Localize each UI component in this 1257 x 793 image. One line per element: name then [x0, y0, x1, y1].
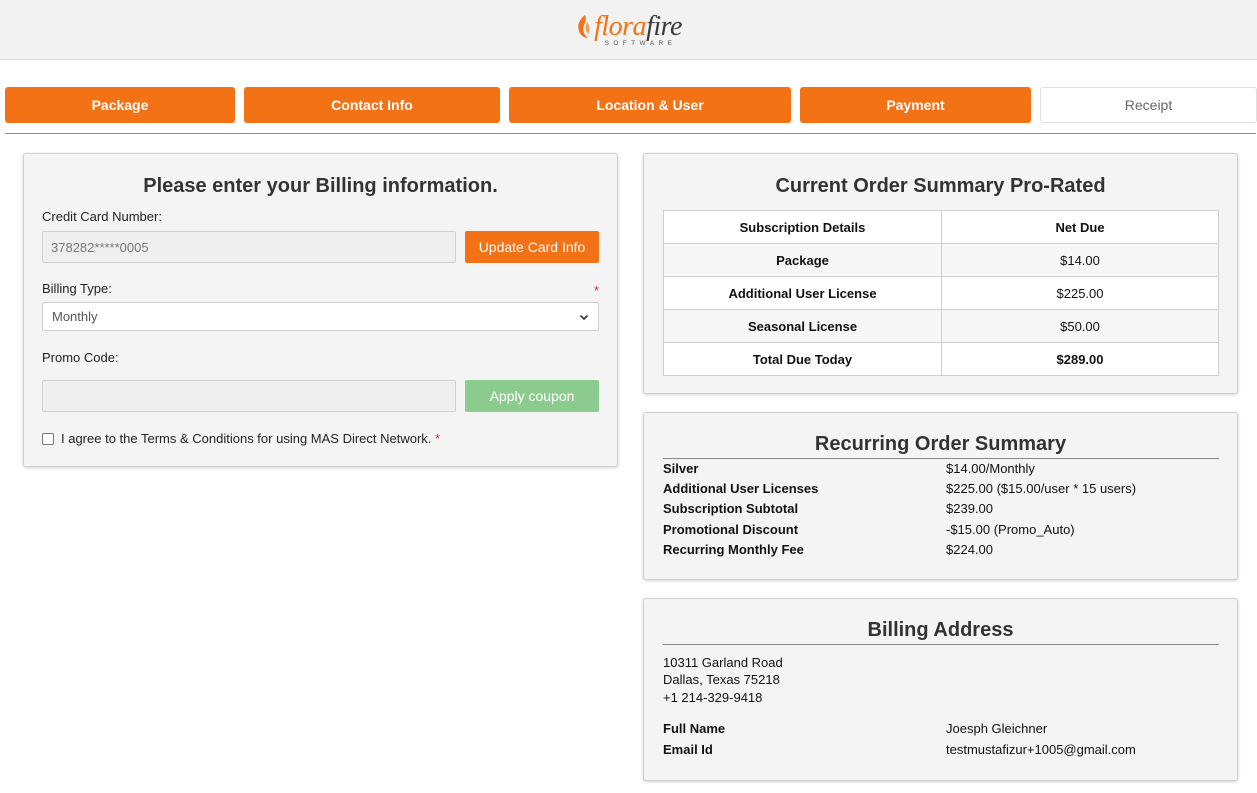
update-card-info-button[interactable]: Update Card Info: [465, 231, 599, 263]
florafire-logo[interactable]: [575, 10, 682, 47]
address-divider: [663, 644, 1219, 645]
terms-required-marker: *: [435, 431, 441, 446]
card-number-field[interactable]: 378282*****0005: [42, 231, 456, 263]
recurring-value: $14.00/Monthly: [946, 461, 1035, 476]
table-row: [664, 310, 1219, 343]
recurring-value: $224.00: [946, 542, 993, 557]
step-contact-info[interactable]: Contact Info: [244, 87, 500, 123]
brand-tagline: SOFTWARE: [604, 39, 677, 47]
recurring-key: Subscription Subtotal: [663, 501, 799, 516]
brand-name-flora: flora: [594, 10, 647, 42]
billing-info-title: Please enter your Billing information.: [143, 175, 498, 197]
billing-info-panel: [23, 153, 618, 467]
address-line-1: 10311 Garland Road: [663, 655, 783, 670]
full-name-value: Joesph Gleichner: [946, 721, 1048, 736]
billing-type-label: Billing Type:: [42, 281, 112, 296]
order-summary-table: [663, 210, 1219, 376]
chevron-down-icon: [579, 312, 589, 322]
page-header: [0, 0, 1257, 60]
order-summary-title: Current Order Summary Pro-Rated: [775, 175, 1106, 197]
steps-divider: [5, 133, 1256, 134]
recurring-value: $225.00 ($15.00/user * 15 users): [946, 481, 1137, 496]
billing-type-value: Monthly: [52, 309, 98, 324]
total-label: Total Due Today: [664, 343, 942, 376]
address-line-2: Dallas, Texas 75218: [663, 672, 780, 687]
row-item: Package: [664, 244, 942, 277]
email-value: testmustafizur+1005@gmail.com: [946, 742, 1136, 757]
row-amount: $225.00: [942, 277, 1219, 310]
recurring-divider: [663, 458, 1219, 459]
recurring-key: Silver: [663, 461, 699, 476]
total-amount: $289.00: [942, 343, 1219, 376]
recurring-value: -$15.00 (Promo_Auto): [946, 522, 1075, 537]
step-package[interactable]: Package: [5, 87, 235, 123]
recurring-summary-panel: [643, 412, 1238, 580]
row-item: Seasonal License: [664, 310, 942, 343]
address-phone: +1 214-329-9418: [663, 690, 763, 705]
row-amount: $50.00: [942, 310, 1219, 343]
recurring-summary-title: Recurring Order Summary: [814, 433, 1067, 455]
promo-code-label: Promo Code:: [42, 350, 119, 365]
table-row: [664, 277, 1219, 310]
billing-address-panel: [643, 598, 1238, 781]
table-row: [664, 244, 1219, 277]
row-amount: $14.00: [942, 244, 1219, 277]
card-number-label: Credit Card Number:: [42, 209, 162, 224]
recurring-key: Recurring Monthly Fee: [663, 542, 804, 557]
step-payment[interactable]: Payment: [800, 87, 1031, 123]
billing-type-required-marker: *: [594, 283, 600, 298]
recurring-key: Promotional Discount: [663, 522, 799, 537]
terms-label[interactable]: [61, 431, 440, 446]
header-subscription-details: Subscription Details: [664, 211, 942, 244]
flame-icon: [575, 14, 593, 40]
billing-type-select[interactable]: [42, 302, 599, 331]
billing-address-title: Billing Address: [867, 619, 1014, 641]
checkout-steps: [5, 87, 1257, 123]
step-receipt[interactable]: Receipt: [1040, 87, 1257, 123]
row-item: Additional User License: [664, 277, 942, 310]
promo-code-input[interactable]: [42, 380, 456, 412]
recurring-key: Additional User Licenses: [663, 481, 819, 496]
header-net-due: Net Due: [942, 211, 1219, 244]
terms-checkbox[interactable]: [42, 433, 54, 445]
brand-name-fire: fire: [646, 10, 682, 42]
order-summary-panel: [643, 153, 1238, 394]
email-label: Email Id: [663, 742, 713, 757]
table-header-row: [664, 211, 1219, 244]
terms-text: I agree to the Terms & Conditions for using MAS Direct Network.: [61, 431, 432, 446]
step-location-user[interactable]: Location & User: [509, 87, 791, 123]
full-name-label: Full Name: [663, 721, 726, 736]
apply-coupon-button[interactable]: Apply coupon: [465, 380, 599, 412]
table-row-total: [664, 343, 1219, 376]
recurring-value: $239.00: [946, 501, 993, 516]
